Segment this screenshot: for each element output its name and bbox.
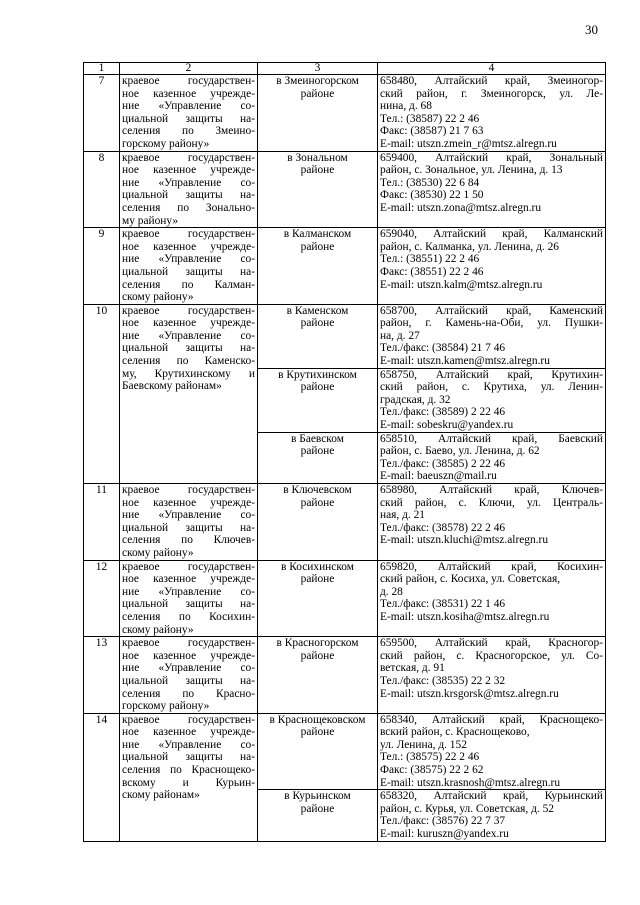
row-number: 14 [84, 713, 120, 841]
organization-line: циальной защиты на- [122, 342, 255, 355]
organization-line: горскому району» [122, 700, 210, 713]
contact-line: нина, д. 68 [380, 100, 432, 113]
email-line[interactable]: E-mail: kuruszn@yandex.ru [380, 828, 509, 841]
table-row [84, 637, 606, 714]
district-line: в Курьинском [284, 790, 351, 803]
table-row [84, 75, 606, 152]
contact-line: Тел./факс: (38584) 21 7 46 [380, 342, 506, 355]
column-header: 3 [258, 63, 378, 75]
contact-line: Тел.: (38587) 22 2 46 [380, 112, 480, 125]
contacts-cell [378, 151, 606, 228]
contacts-cell [378, 484, 606, 561]
district-line: в Баевском [291, 432, 344, 445]
contact-line: на, д. 27 [380, 329, 420, 342]
district-cell [258, 304, 378, 368]
organization-line: му, Крутихинскому и [122, 367, 255, 380]
contact-line: Тел./факс: (38589) 2 22 46 [380, 406, 506, 419]
district-line: районе [300, 726, 335, 739]
district-cell [258, 151, 378, 228]
district-cell [258, 637, 378, 714]
district-line: в Змеиногорском [276, 75, 359, 87]
district-line: в Калманском [283, 228, 352, 241]
column-header: 1 [84, 63, 120, 75]
organization-line: ние «Управление со- [122, 176, 255, 189]
page-number: 30 [585, 22, 598, 37]
district-line: районе [300, 445, 335, 458]
row-number: 11 [84, 484, 120, 561]
contact-line: район, с. Зональное, ул. Ленина, д. 13 [380, 164, 563, 177]
contact-line: Тел./факс: (38535) 22 2 32 [380, 674, 506, 687]
district-cell [258, 484, 378, 561]
organization-name [120, 713, 258, 841]
contact-line: Факс: (38530) 22 1 50 [380, 189, 484, 202]
district-line: в Косихинском [281, 560, 354, 573]
organization-line: скому району» [122, 623, 194, 636]
district-line: районе [300, 573, 335, 586]
district-cell [258, 432, 378, 483]
contact-line: 658700, Алтайский край, Каменский [380, 304, 603, 317]
email-line[interactable]: E-mail: sobeskru@yandex.ru [380, 419, 514, 432]
district-line: районе [300, 317, 335, 330]
organization-name [120, 75, 258, 152]
organization-name [120, 484, 258, 561]
organization-line: краевое государствен- [122, 713, 255, 726]
contact-line: 658480, Алтайский край, Змеиногор- [380, 75, 603, 87]
contact-line: район, с. Баево, ул. Ленина, д. 62 [380, 445, 540, 458]
contact-line: ский район, г. Змеиногорск, ул. Ле- [380, 87, 603, 100]
district-line: районе [300, 649, 335, 662]
contact-line: д. 28 [380, 585, 403, 598]
table-header-row [84, 63, 606, 75]
organization-line: селения по Косихин- [122, 610, 255, 623]
district-line: в Зональном [287, 151, 348, 164]
column-header: 4 [378, 63, 606, 75]
organization-line: циальной защиты на- [122, 112, 255, 125]
district-line: районе [300, 240, 335, 253]
organization-line: циальной защиты на- [122, 674, 255, 687]
row-number: 12 [84, 560, 120, 637]
district-line: в Каменском [286, 304, 349, 317]
contacts-cell [378, 790, 606, 841]
organization-line: селения по Ключев- [122, 534, 255, 547]
organization-line: ное казенное учрежде- [122, 240, 255, 253]
organization-line: ние «Управление со- [122, 509, 255, 522]
organization-line: краевое государствен- [122, 484, 255, 496]
organization-line: селения по Каменско- [122, 355, 255, 368]
organization-name [120, 151, 258, 228]
organization-line: циальной защиты на- [122, 521, 255, 534]
contacts-cell [378, 713, 606, 790]
organization-name [120, 228, 258, 305]
contacts-cell [378, 560, 606, 637]
contact-line: 658320, Алтайский край, Курьинский [380, 790, 603, 803]
organization-line: циальной защиты на- [122, 598, 255, 611]
district-line: районе [300, 164, 335, 177]
organization-line: селения по Змеино- [122, 125, 255, 138]
contact-line: Тел.: (38530) 22 6 84 [380, 176, 480, 189]
email-line[interactable]: E-mail: utszn.kluchi@mtsz.alregn.ru [380, 534, 549, 547]
contact-line: район, с. Калманка, ул. Ленина, д. 26 [380, 240, 559, 253]
district-line: в Красногорском [276, 637, 359, 650]
organization-line: ние «Управление со- [122, 100, 255, 113]
contact-line: Факс: (38575) 22 2 62 [380, 764, 484, 777]
contacts-cell [378, 304, 606, 368]
organization-line: краевое государствен- [122, 637, 255, 650]
contact-line: ский район, с. Косиха, ул. Советская, [380, 573, 561, 586]
district-line: районе [300, 87, 335, 100]
organization-line: селения по Зонально- [122, 201, 255, 214]
row-number: 8 [84, 151, 120, 228]
organization-line: скому району» [122, 546, 194, 559]
organization-name [120, 560, 258, 637]
row-number: 9 [84, 228, 120, 305]
district-cell [258, 75, 378, 152]
district-line: районе [300, 496, 335, 509]
organization-line: ние «Управление со- [122, 662, 255, 675]
email-line[interactable]: E-mail: utszn.zona@mtsz.alregn.ru [380, 201, 542, 214]
organization-line: ное казенное учрежде- [122, 726, 255, 739]
row-number: 10 [84, 304, 120, 483]
contact-line: 659040, Алтайский край, Калманский [380, 228, 603, 241]
contacts-cell [378, 368, 606, 432]
organization-line: краевое государствен- [122, 151, 255, 164]
institutions-table [83, 62, 606, 842]
contact-line: 659400, Алтайский край, Зональный [380, 151, 603, 164]
contact-line: Тел.: (38575) 22 2 46 [380, 751, 480, 764]
organization-line: ное казенное учрежде- [122, 649, 255, 662]
district-line: в Ключевском [283, 484, 352, 496]
district-line: в Крутихинском [278, 368, 357, 381]
email-line[interactable]: E-mail: utszn.kosiha@mtsz.alregn.ru [380, 610, 550, 623]
contact-line: 658980, Алтайский край, Ключев- [380, 484, 603, 496]
organization-line: ное казенное учрежде- [122, 496, 255, 509]
table-row [84, 713, 606, 790]
contact-line: ский район, с. Красногорское, ул. Со- [380, 649, 603, 662]
contact-line: ная, д. 21 [380, 509, 425, 522]
organization-line: ное казенное учрежде- [122, 573, 255, 586]
contact-line: градская, д. 32 [380, 393, 451, 406]
organization-line: скому району» [122, 291, 194, 304]
contact-line: вский район, с. Краснощеково, [380, 726, 530, 739]
contact-line: ский район, с. Крутиха, ул. Ленин- [380, 381, 603, 394]
district-cell [258, 368, 378, 432]
contact-line: 659820, Алтайский край, Косихин- [380, 560, 603, 573]
email-line[interactable]: E-mail: baeuszn@mail.ru [380, 470, 497, 483]
contact-line: 658510, Алтайский край, Баевский [380, 432, 603, 445]
contact-line: район, с. Курья, ул. Советская, д. 52 [380, 802, 554, 815]
contact-line: Факс: (38551) 22 2 46 [380, 265, 484, 278]
email-line[interactable]: E-mail: utszn.krsgorsk@mtsz.alregn.ru [380, 687, 559, 700]
email-line[interactable]: E-mail: utszn.krasnosh@mtsz.alregn.ru [380, 776, 561, 789]
organization-line: селения по Краснощеко- [122, 764, 255, 777]
organization-line: ние «Управление со- [122, 738, 255, 751]
organization-line: ние «Управление со- [122, 585, 255, 598]
organization-line: ное казенное учрежде- [122, 317, 255, 330]
contact-line: район, г. Камень-на-Оби, ул. Пушки- [380, 317, 603, 330]
table-row [84, 484, 606, 561]
organization-line: краевое государствен- [122, 304, 255, 317]
organization-line: селения по Красно- [122, 687, 255, 700]
column-header: 2 [120, 63, 258, 75]
contacts-cell [378, 637, 606, 714]
table-row [84, 560, 606, 637]
contact-line: Тел./факс: (38585) 2 22 46 [380, 457, 506, 470]
contact-line: 658750, Алтайский край, Крутихин- [380, 368, 603, 381]
organization-line: ное казенное учрежде- [122, 164, 255, 177]
contact-line: ул. Ленина, д. 152 [380, 738, 467, 751]
row-number: 13 [84, 637, 120, 714]
organization-line: циальной защиты на- [122, 265, 255, 278]
district-line: районе [300, 381, 335, 394]
contact-line: Тел.: (38551) 22 2 46 [380, 253, 480, 266]
email-line[interactable]: E-mail: utszn.zmein_r@mtsz.alregn.ru [380, 137, 557, 150]
contacts-cell [378, 75, 606, 152]
organization-line: ние «Управление со- [122, 253, 255, 266]
contact-line: 659500, Алтайский край, Красногор- [380, 637, 603, 650]
district-cell [258, 790, 378, 841]
organization-line: краевое государствен- [122, 228, 255, 241]
table-row [84, 304, 606, 368]
organization-line: ние «Управление со- [122, 329, 255, 342]
organization-line: циальной защиты на- [122, 189, 255, 202]
district-cell [258, 228, 378, 305]
contact-line: ский район, с. Ключи, ул. Централь- [380, 496, 603, 509]
contact-line: Тел./факс: (38531) 22 1 46 [380, 598, 506, 611]
contact-line: Тел./факс: (38578) 22 2 46 [380, 521, 506, 534]
contact-line: 658340, Алтайский край, Краснощеко- [380, 713, 603, 726]
organization-line: циальной защиты на- [122, 751, 255, 764]
email-line[interactable]: E-mail: utszn.kamen@mtsz.alregn.ru [380, 355, 550, 368]
district-cell [258, 713, 378, 790]
contact-line: Факс: (38587) 21 7 63 [380, 125, 484, 138]
row-number: 7 [84, 75, 120, 152]
district-line: в Краснощековском [269, 713, 366, 726]
contact-line: ветская, д. 91 [380, 662, 445, 675]
district-line: районе [300, 802, 335, 815]
organization-line: селения по Калман- [122, 278, 255, 291]
organization-name [120, 637, 258, 714]
organization-line: краевое государствен- [122, 75, 255, 87]
organization-line: горскому району» [122, 137, 210, 150]
table-row [84, 151, 606, 228]
organization-line: Баевскому районам» [122, 380, 222, 393]
email-line[interactable]: E-mail: utszn.kalm@mtsz.alregn.ru [380, 278, 543, 291]
district-cell [258, 560, 378, 637]
table-row [84, 228, 606, 305]
contacts-cell [378, 432, 606, 483]
organization-line: краевое государствен- [122, 560, 255, 573]
organization-line: скому районам» [122, 789, 200, 802]
organization-line: вскому и Курьин- [122, 776, 255, 789]
organization-line: ное казенное учрежде- [122, 87, 255, 100]
contact-line: Тел./факс: (38576) 22 7 37 [380, 815, 506, 828]
contacts-cell [378, 228, 606, 305]
organization-line: му району» [122, 214, 179, 227]
organization-name [120, 304, 258, 483]
